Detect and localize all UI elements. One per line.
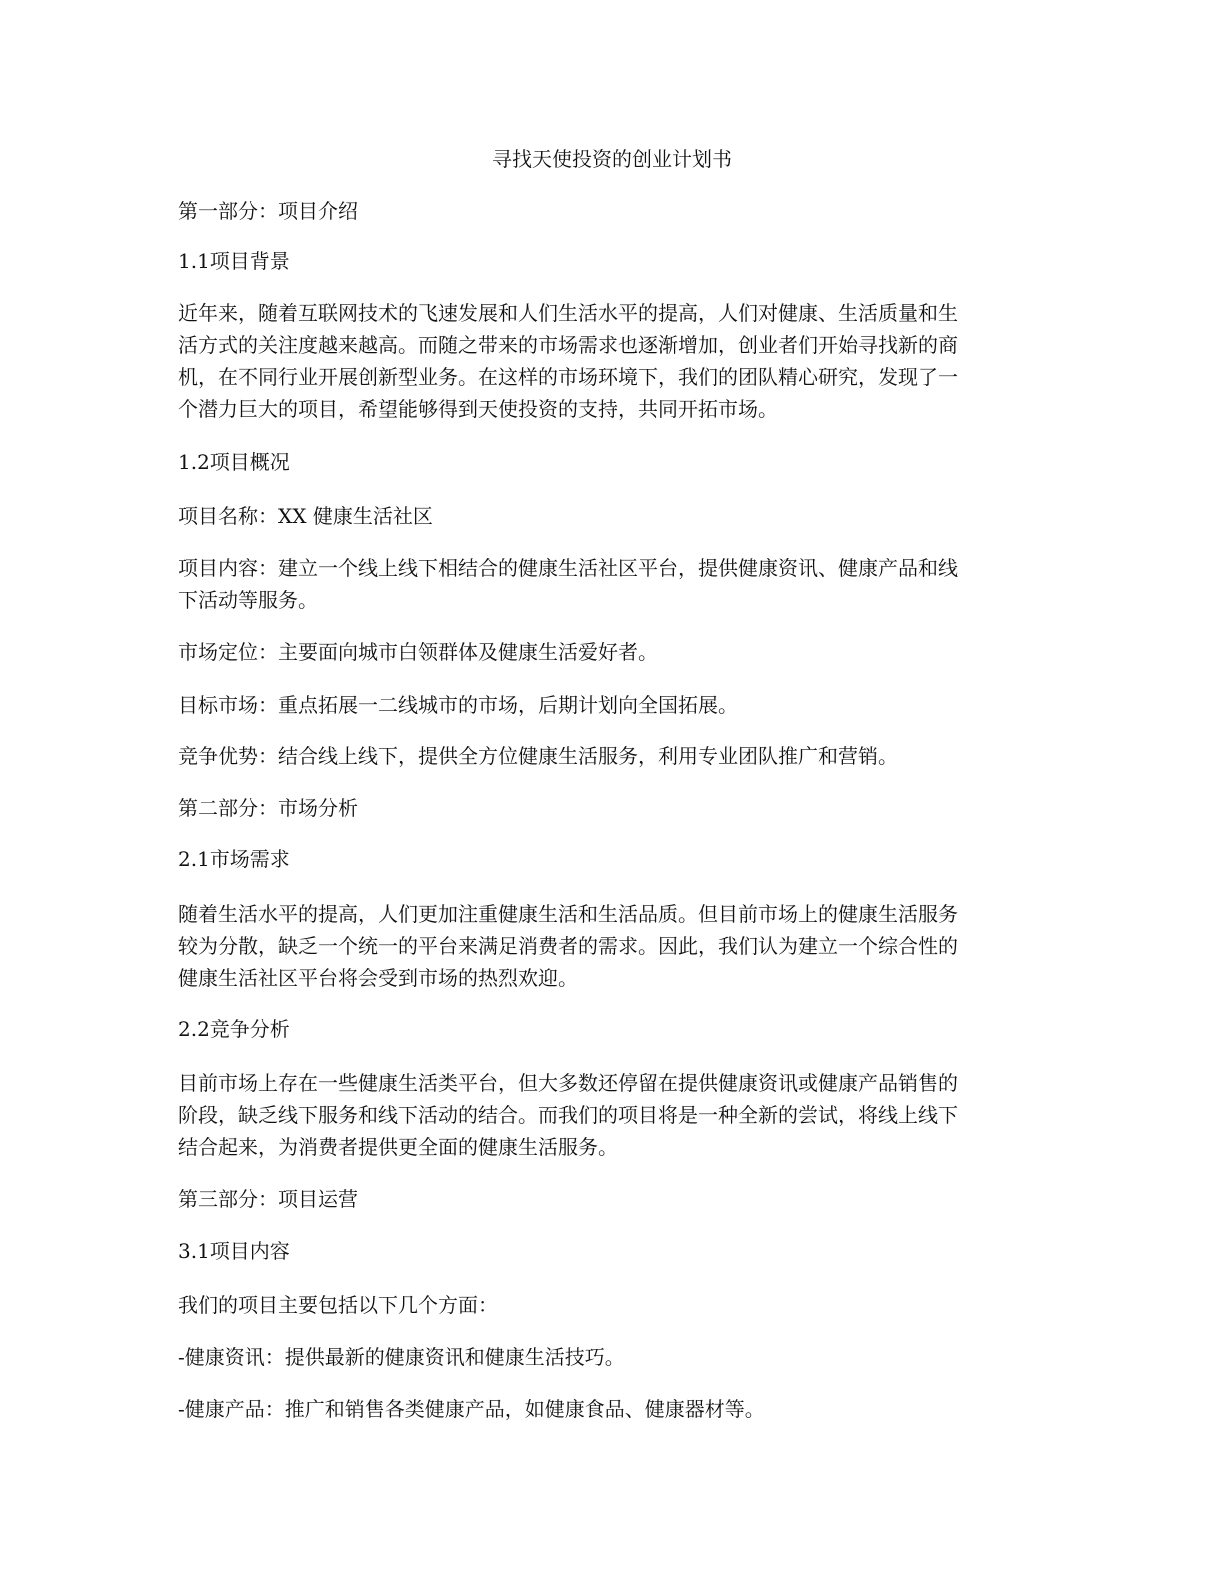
target-market: 目标市场：重点拓展一二线城市的市场，后期计划向全国拓展。 xyxy=(178,693,738,717)
paragraph-line: 活方式的关注度越来越高。而随之带来的市场需求也逐渐增加，创业者们开始寻找新的商 xyxy=(178,333,958,357)
section3-intro: 我们的项目主要包括以下几个方面： xyxy=(178,1293,498,1317)
project-content-paragraph xyxy=(178,552,1038,616)
paragraph-line: 健康生活社区平台将会受到市场的热烈欢迎。 xyxy=(178,966,578,990)
paragraph-line: 个潜力巨大的项目，希望能够得到天使投资的支持，共同开拓市场。 xyxy=(178,397,778,421)
competition-analysis-paragraph xyxy=(178,1067,1038,1163)
competitive-advantage: 竞争优势：结合线上线下，提供全方位健康生活服务，利用专业团队推广和营销。 xyxy=(178,744,898,768)
market-demand-paragraph xyxy=(178,898,1038,994)
section2-sub1-heading: 2.1市场需求 xyxy=(178,847,290,871)
section3-heading: 第三部分：项目运营 xyxy=(178,1187,358,1211)
list-item: -健康资讯：提供最新的健康资讯和健康生活技巧。 xyxy=(178,1345,625,1369)
document-title: 寻找天使投资的创业计划书 xyxy=(492,147,732,171)
section2-sub2-heading: 2.2竞争分析 xyxy=(178,1017,290,1041)
paragraph-line: 目前市场上存在一些健康生活类平台，但大多数还停留在提供健康资讯或健康产品销售的 xyxy=(178,1071,958,1095)
section1-heading: 第一部分：项目介绍 xyxy=(178,199,358,223)
paragraph-line: 结合起来，为消费者提供更全面的健康生活服务。 xyxy=(178,1135,618,1159)
paragraph-line: 机，在不同行业开展创新型业务。在这样的市场环境下，我们的团队精心研究，发现了一 xyxy=(178,365,958,389)
paragraph-line: 近年来，随着互联网技术的飞速发展和人们生活水平的提高，人们对健康、生活质量和生 xyxy=(178,301,958,325)
paragraph-line: 阶段，缺乏线下服务和线下活动的结合。而我们的项目将是一种全新的尝试，将线上线下 xyxy=(178,1103,958,1127)
market-position: 市场定位：主要面向城市白领群体及健康生活爱好者。 xyxy=(178,640,658,664)
section3-sub1-heading: 3.1项目内容 xyxy=(178,1239,290,1263)
section1-sub1-heading: 1.1项目背景 xyxy=(178,249,290,273)
paragraph-line: 较为分散，缺乏一个统一的平台来满足消费者的需求。因此，我们认为建立一个综合性的 xyxy=(178,934,958,958)
project-background-paragraph xyxy=(178,297,1038,425)
list-item: -健康产品：推广和销售各类健康产品，如健康食品、健康器材等。 xyxy=(178,1397,765,1421)
project-name: 项目名称：XX 健康生活社区 xyxy=(178,504,433,528)
paragraph-line: 下活动等服务。 xyxy=(178,588,318,612)
section1-sub2-heading: 1.2项目概况 xyxy=(178,450,290,474)
paragraph-line: 项目内容：建立一个线上线下相结合的健康生活社区平台，提供健康资讯、健康产品和线 xyxy=(178,556,958,580)
paragraph-line: 随着生活水平的提高，人们更加注重健康生活和生活品质。但目前市场上的健康生活服务 xyxy=(178,902,958,926)
section2-heading: 第二部分：市场分析 xyxy=(178,796,358,820)
